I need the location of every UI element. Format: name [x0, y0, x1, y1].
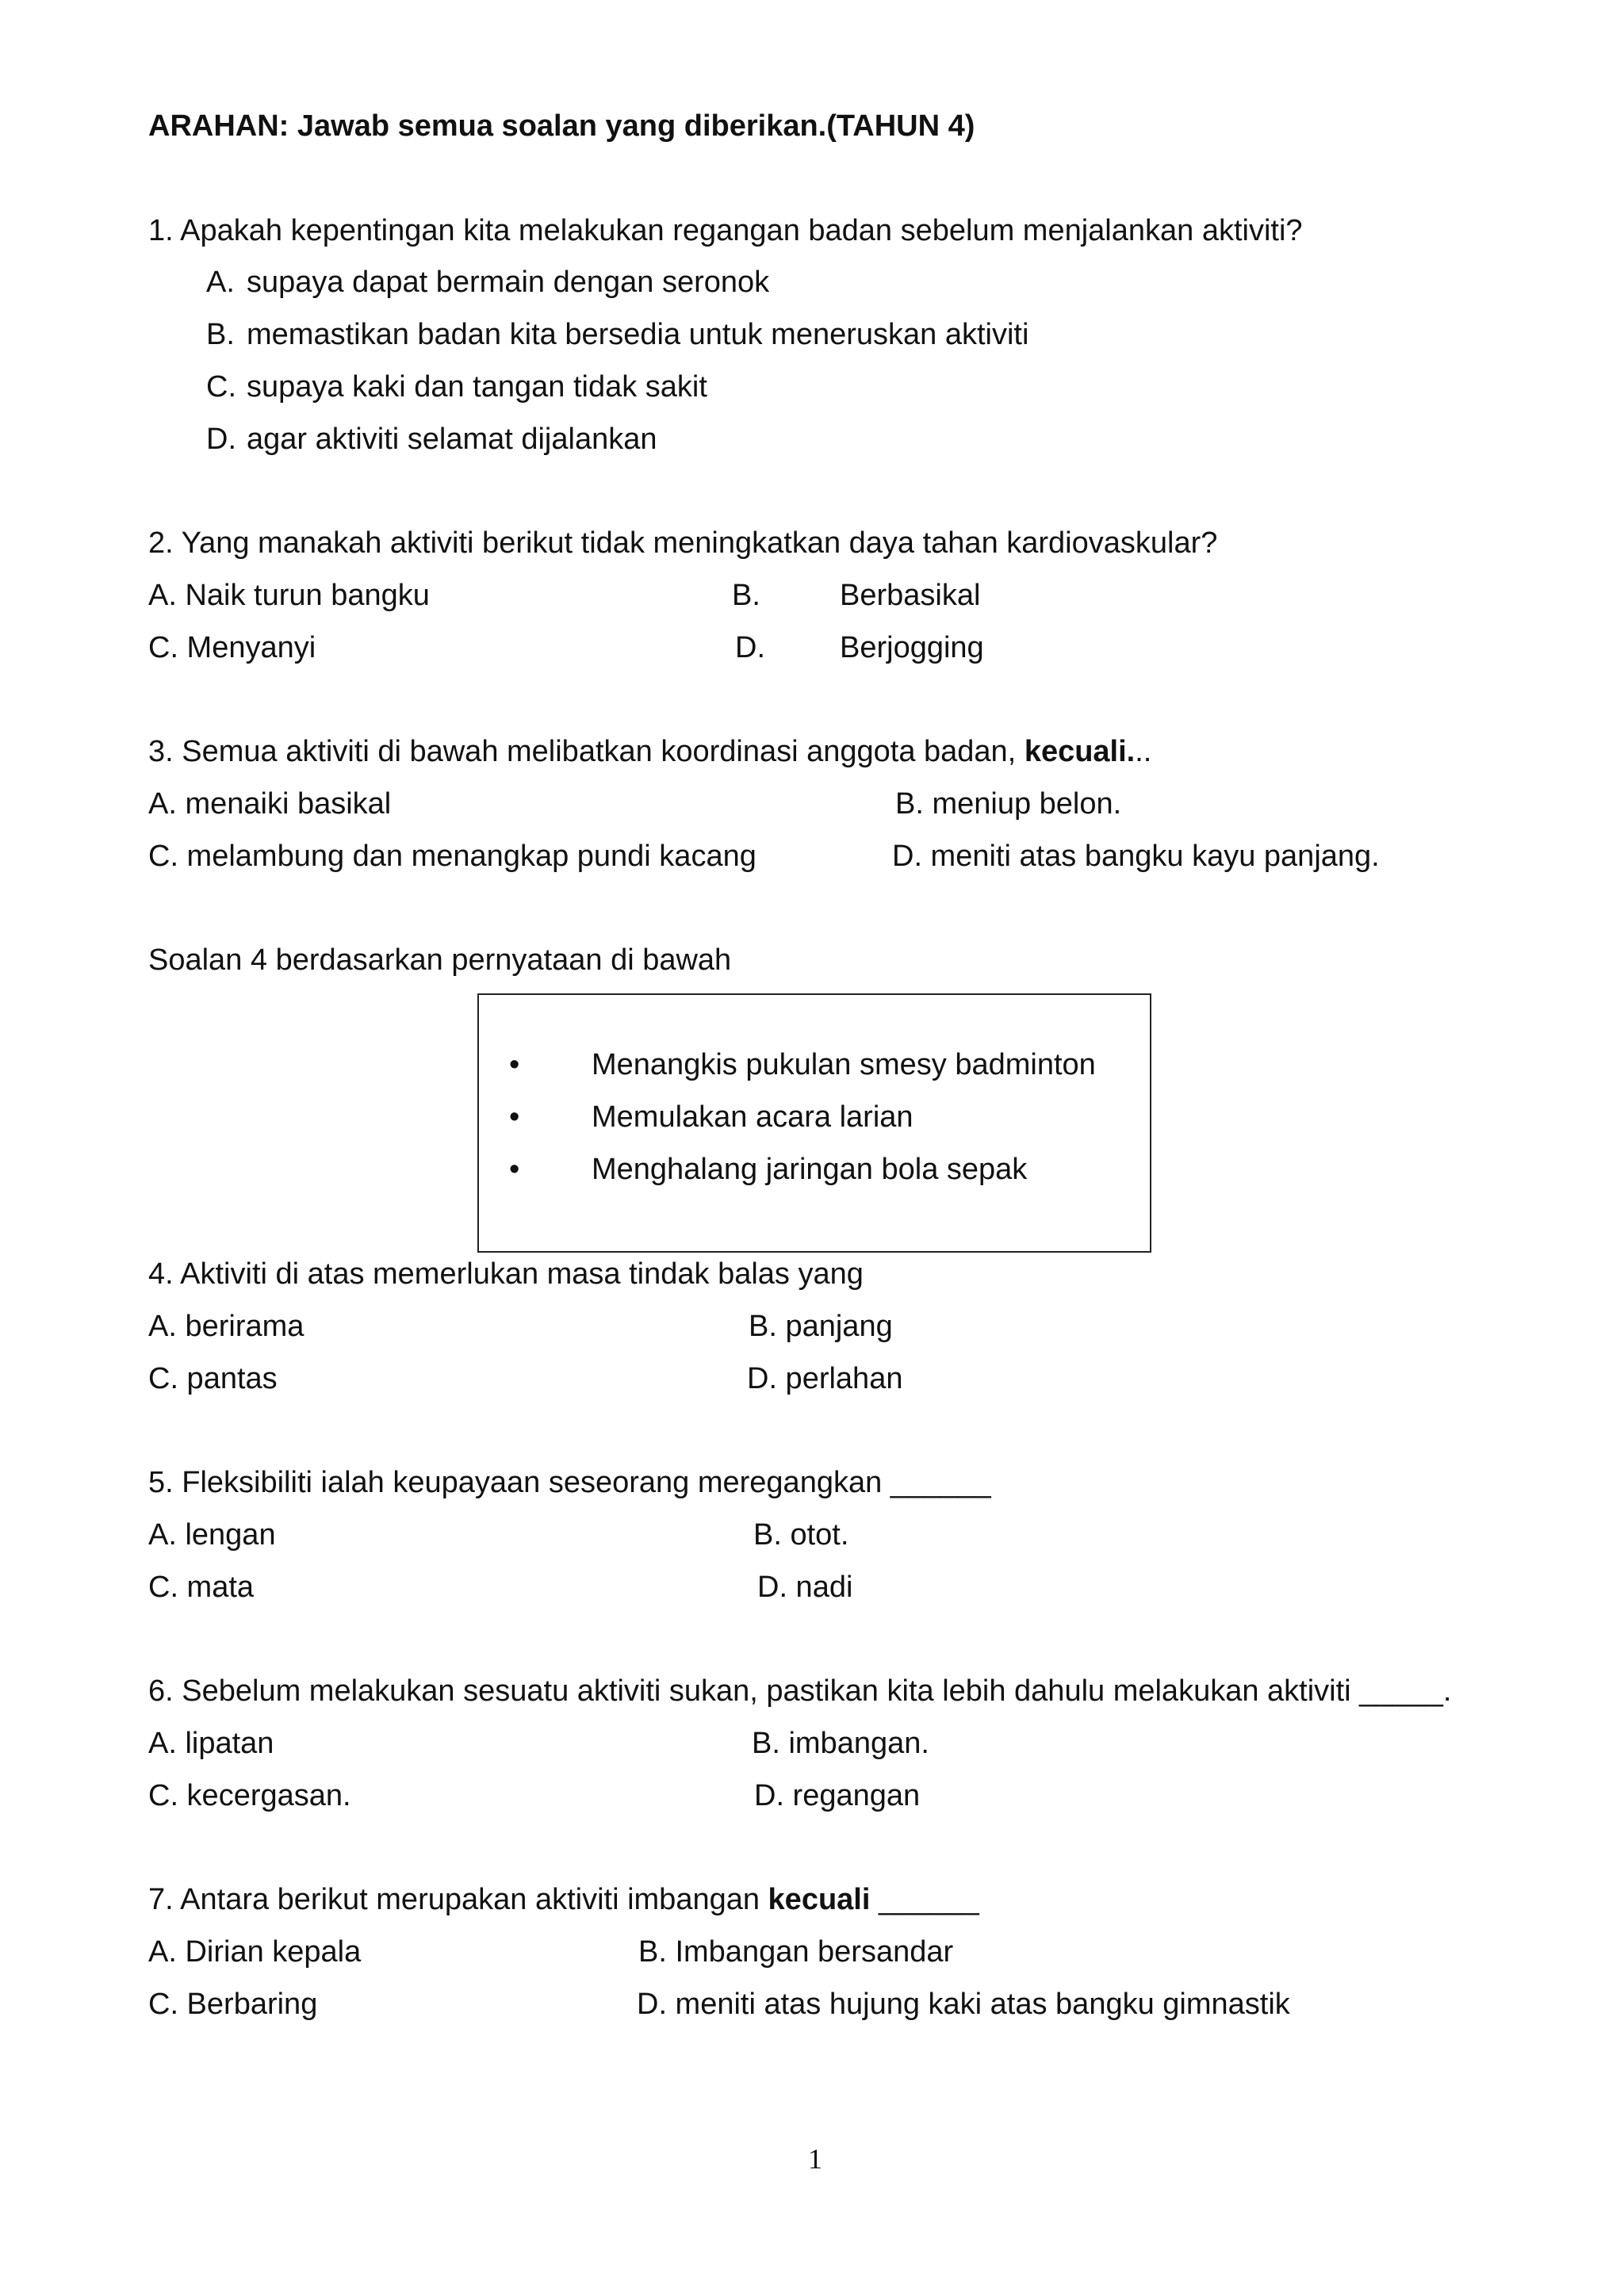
page-number: 1	[808, 2143, 822, 2175]
statement-item-3: Menghalang jaringan bola sepak	[592, 1153, 1028, 1186]
q3-option-d: D. meniti atas bangku kayu panjang.	[892, 840, 1380, 873]
question-7	[148, 1885, 979, 1915]
q7-question-emphasis: kecuali	[768, 1883, 871, 1916]
q7-option-d: D. meniti atas hujung kaki atas bangku gimnastik	[637, 1988, 1290, 2021]
bullet-2: •	[509, 1100, 520, 1134]
q6-option-d: D. regangan	[754, 1779, 921, 1812]
question-3	[148, 737, 1151, 767]
q3-question-ellipsis: ..	[1135, 735, 1152, 768]
q7-option-c: C. Berbaring	[148, 1988, 318, 2021]
q3-option-c: C. melambung dan menangkap pundi kacang	[148, 840, 756, 873]
q7-option-a: A. Dirian kepala	[148, 1935, 362, 1969]
statement-item-1: Menangkis pukulan smesy badminton	[592, 1048, 1096, 1081]
q4-option-a: A. berirama	[148, 1310, 304, 1343]
q1-option-b-text: memastikan badan kita bersedia untuk meneruskan aktiviti	[247, 318, 1029, 351]
q2-option-b-text: Berbasikal	[840, 579, 981, 612]
q6-option-c: C. kecergasan.	[148, 1779, 351, 1812]
question-6: 6. Sebelum melakukan sesuatu aktiviti sukan, pastikan kita lebih dahulu melakukan aktiviti _____.	[148, 1674, 1452, 1708]
q1-option-c-letter: C.	[206, 370, 236, 404]
q2-option-c: C. Menyanyi	[148, 631, 316, 664]
bullet-3: •	[509, 1153, 520, 1186]
question-4: 4. Aktiviti di atas memerlukan masa tindak balas yang	[148, 1257, 864, 1291]
q1-option-d-letter: D.	[206, 423, 236, 456]
question-2: 2. Yang manakah aktiviti berikut tidak meningkatkan daya tahan kardiovaskular?	[148, 526, 1218, 560]
q2-option-d-letter: D.	[735, 631, 765, 664]
q3-question-text: 3. Semua aktiviti di bawah melibatkan koordinasi anggota badan,	[148, 735, 1025, 768]
q1-option-d-text: agar aktiviti selamat dijalankan	[247, 423, 657, 456]
q1-option-b-letter: B.	[206, 318, 235, 351]
q3-option-b: B. meniup belon.	[895, 787, 1122, 821]
question-5: 5. Fleksibiliti ialah keupayaan seseorang meregangkan ______	[148, 1466, 991, 1499]
q2-option-b-letter: B.	[732, 579, 760, 612]
q1-option-a-letter: A.	[206, 266, 235, 299]
instruction-heading: ARAHAN: Jawab semua soalan yang diberikan.(TAHUN 4)	[148, 109, 975, 143]
q6-option-a: A. lipatan	[148, 1727, 274, 1760]
question-1: 1. Apakah kepentingan kita melakukan regangan badan sebelum menjalankan aktiviti?	[148, 214, 1303, 247]
q5-option-c: C. mata	[148, 1571, 255, 1604]
q7-question-blank: ______	[870, 1883, 979, 1916]
q6-option-b: B. imbangan.	[752, 1727, 929, 1760]
bullet-1: •	[509, 1048, 520, 1081]
q5-option-a: A. lengan	[148, 1518, 276, 1552]
statement-item-2: Memulakan acara larian	[592, 1100, 914, 1134]
q4-intro: Soalan 4 berdasarkan pernyataan di bawah	[148, 943, 732, 977]
q4-option-d: D. perlahan	[747, 1362, 903, 1395]
q2-option-a: A. Naik turun bangku	[148, 579, 430, 612]
q4-option-c: C. pantas	[148, 1362, 278, 1395]
q3-option-a: A. menaiki basikal	[148, 787, 392, 821]
q5-option-b: B. otot.	[753, 1518, 849, 1552]
q4-option-b: B. panjang	[749, 1310, 893, 1343]
q1-option-c-text: supaya kaki dan tangan tidak sakit	[247, 370, 707, 404]
q5-option-d: D. nadi	[757, 1571, 853, 1604]
q3-question-emphasis: kecuali.	[1024, 735, 1136, 768]
q1-option-a-text: supaya dapat bermain dengan seronok	[247, 266, 770, 299]
q7-question-text: 7. Antara berikut merupakan aktiviti imbangan	[148, 1883, 768, 1916]
q7-option-b: B. Imbangan bersandar	[638, 1935, 954, 1969]
q2-option-d-text: Berjogging	[840, 631, 984, 664]
